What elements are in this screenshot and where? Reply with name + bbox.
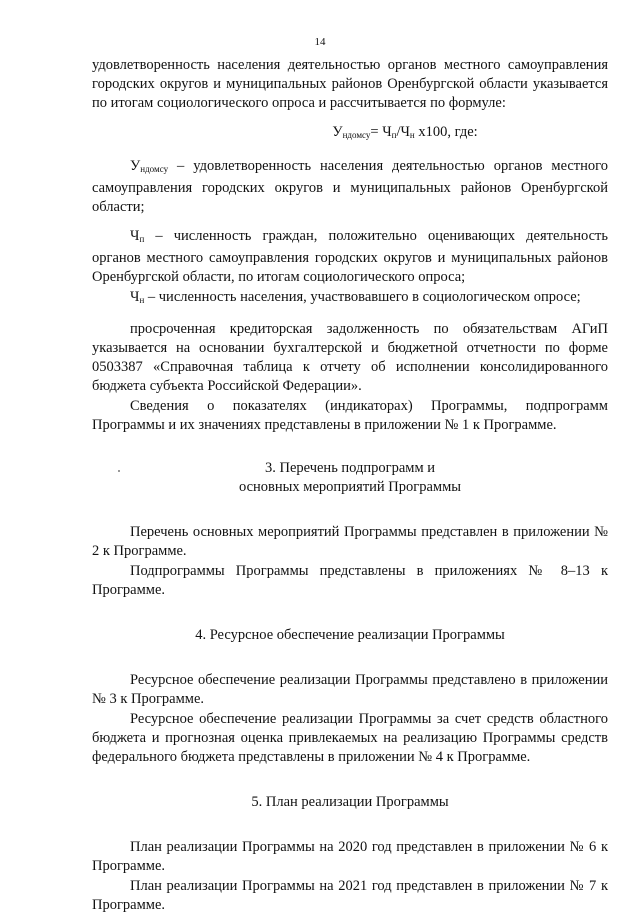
page-content xyxy=(92,56,608,915)
indicators-paragraph: Сведения о показателях (индикаторах) Программы, подпрограмм Программы и их значениях представлены в приложении № 1 к Программе. xyxy=(92,398,608,433)
section5-paragraph-2: План реализации Программы на 2021 год представлен в приложении № 7 к Программе. xyxy=(92,878,608,913)
page-number: 14 xyxy=(314,36,326,48)
formula-eq: = Ч xyxy=(370,124,392,140)
section5-paragraph-1: План реализации Программы на 2020 год представлен в приложении № 6 к Программе. xyxy=(92,839,608,874)
overdue-paragraph: просроченная кредиторская задолженность по обязательствам АГиП указывается на основании бухгалтерской и бюджетной отчетности по форме 0503387 «Справочная таблица к отчету об исполнении консолидированного бюджета субъекта Российской Федерации». xyxy=(92,321,608,394)
formula-a-subscript: п xyxy=(391,130,397,140)
definition-paragraph xyxy=(92,227,608,287)
definition-subscript: н xyxy=(139,295,145,305)
formula-tail: х100, где: xyxy=(414,124,478,140)
section4-heading: 4. Ресурсное обеспечение реализации Программы xyxy=(195,627,505,643)
section3-paragraph-2: Подпрограммы Программы представлены в приложениях № 8–13 к Программе. xyxy=(92,563,608,598)
definition-text: – численность населения, участвовавшего в социологическом опросе; xyxy=(144,289,581,305)
definition-text: – численность граждан, положительно оценивающих деятельность органов местного самоуправления городских округов и муниципальных районов Оренбургской области, по итогам социологического опроса; xyxy=(92,228,608,285)
definition-subscript: ндомсу xyxy=(140,164,169,174)
definition-paragraph xyxy=(92,157,608,217)
definition-text: – удовлетворенность населения деятельностью органов местного самоуправления городских округов и муниципальных районов Оренбургской области; xyxy=(92,158,608,215)
section4-paragraph-2: Ресурсное обеспечение реализации Программы за счет средств областного бюджета и прогнозная оценка привлекаемых на реализацию Программы средств федерального бюджета представлены в приложении № 4 к Программе. xyxy=(92,711,608,765)
formula-div: /Ч xyxy=(396,124,410,140)
formula xyxy=(92,123,608,145)
section3-paragraph-1: Перечень основных мероприятий Программы представлен в приложении № 2 к Программе. xyxy=(92,524,608,559)
section3-heading-line2: основных мероприятий Программы xyxy=(238,479,461,495)
definition-symbol: Ч xyxy=(130,289,140,305)
section3-heading-line1: 3. Перечень подпрограмм и xyxy=(264,460,436,476)
definition-paragraph xyxy=(92,288,608,310)
formula-lhs-subscript: ндомсу xyxy=(342,130,371,140)
formula-lhs: У xyxy=(332,124,343,140)
section4-paragraph-1: Ресурсное обеспечение реализации Программы представлено в приложении № 3 к Программе. xyxy=(92,672,608,707)
definition-subscript: п xyxy=(139,234,145,244)
section5-heading: 5. План реализации Программы xyxy=(251,794,449,810)
formula-b-subscript: н xyxy=(409,130,415,140)
intro-paragraph: удовлетворенность населения деятельностью органов местного самоуправления городских округов и муниципальных районов Оренбургской области указывается по итогам социологического опроса и рассчитывается по формуле: xyxy=(92,57,608,111)
definition-symbol: У xyxy=(130,158,141,174)
definition-symbol: Ч xyxy=(130,228,140,244)
